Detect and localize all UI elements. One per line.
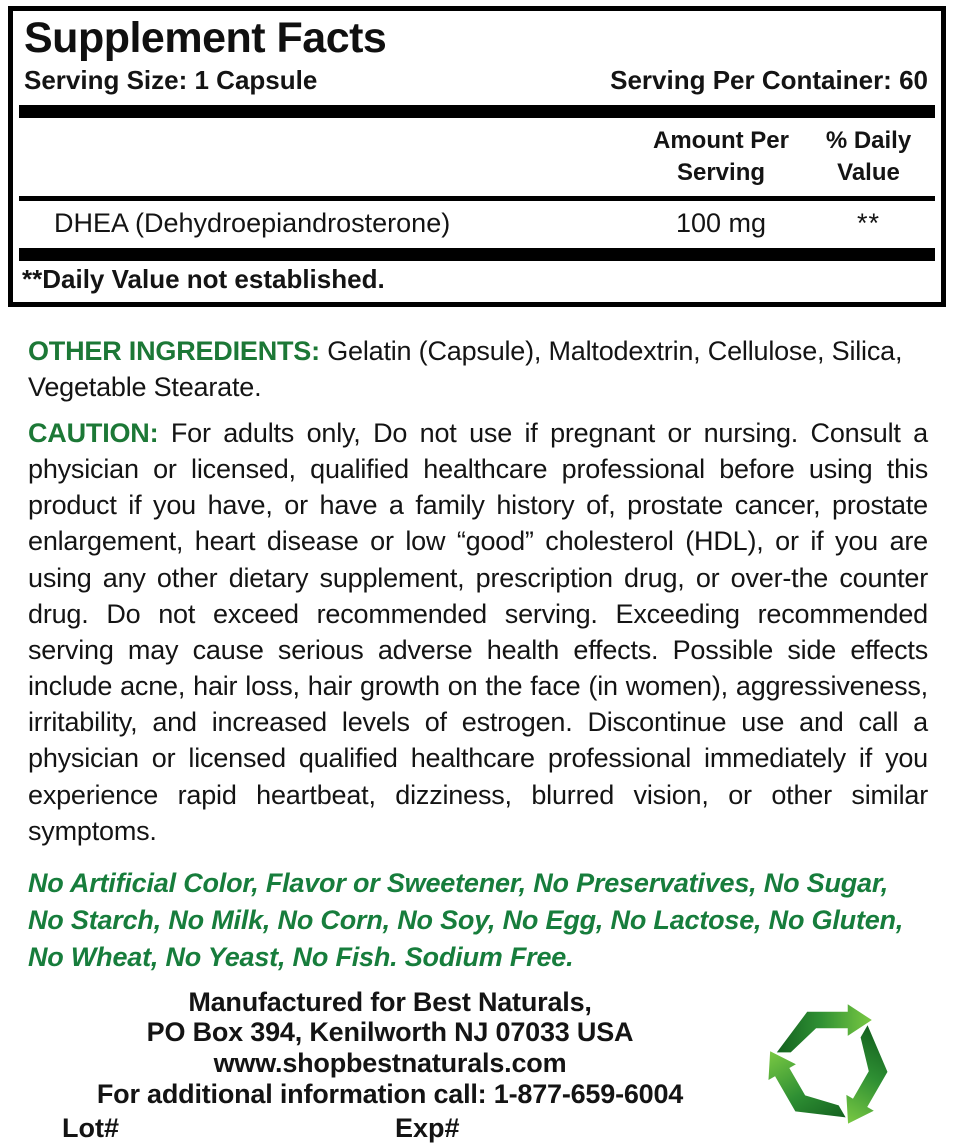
other-ingredients-text: Gelatin (Capsule), Maltodextrin, Cellulose, Silica, Vegetable Stearate. <box>28 335 903 402</box>
ingredient-row-dhea <box>18 201 936 248</box>
lot-exp-row <box>30 1110 750 1144</box>
manufacturer-name-line: Manufactured for Best Naturals, <box>188 986 592 1017</box>
ingredient-daily-value: ** <box>856 207 880 238</box>
amount-per-serving-header: Amount Per Serving <box>652 126 789 187</box>
facts-column-headers <box>18 118 936 196</box>
other-ingredients-label: OTHER INGREDIENTS: <box>28 335 320 366</box>
daily-value-footnote: **Daily Value not established. <box>22 263 385 294</box>
ingredient-amount: 100 mg <box>675 207 767 238</box>
manufacturer-block <box>30 987 750 1110</box>
servings-per-container-text: Serving Per Container: 60 <box>610 64 928 95</box>
allergen-free-claims: No Artificial Color, Flavor or Sweetener, No Preservatives, No Sugar, No Starch, No Milk, No Corn, No Soy, No Egg, No Lactose, No Gluten, No Wheat, No Yeast, No Fish. Sodium Free. <box>28 867 904 973</box>
divider-thick-top <box>19 105 935 118</box>
manufacturer-phone-line: For additional information call: 1-877-659-6004 <box>96 1078 684 1109</box>
supplement-facts-title: Supplement Facts <box>24 14 387 62</box>
serving-size-text: Serving Size: 1 Capsule <box>24 64 318 95</box>
ingredient-name: DHEA (Dehydroepiandrosterone) <box>54 207 451 238</box>
recycle-icon <box>750 989 910 1141</box>
percent-daily-value-header: % Daily Value <box>825 126 912 187</box>
serving-info-row <box>18 61 936 105</box>
footer <box>0 987 954 1144</box>
supplement-facts-panel <box>8 6 946 307</box>
manufacturer-website: www.shopbestnaturals.com <box>213 1048 567 1079</box>
caution-paragraph <box>28 415 928 849</box>
other-ingredients-paragraph <box>28 333 928 405</box>
exp-date-label: Exp# <box>395 1112 460 1143</box>
lot-number-label: Lot# <box>62 1112 119 1143</box>
manufacturer-address-line: PO Box 394, Kenilworth NJ 07033 USA <box>146 1017 634 1048</box>
caution-text: For adults only, Do not use if pregnant or nursing. Consult a physician or licensed, qualified healthcare professional before using this product if you have, or have a family history of, prostate cancer, prostate enlargement, heart disease or low “good” cholesterol (HDL), or if you are using any other dietary supplement, prescription drug, or over-the counter drug. Do not exceed recommended serving. Exceeding recommended serving may cause serious adverse health effects. Possible side effects include acne, hair loss, hair growth on the face (in women), aggressiveness, irritability, and increased levels of estrogen. Discontinue use and call a physician or licensed qualified healthcare professional immediately if you experience rapid heartbeat, dizziness, blurred vision, or other similar symptoms. <box>28 417 928 846</box>
caution-label: CAUTION: <box>28 417 159 448</box>
divider-thick-bottom <box>19 248 935 261</box>
